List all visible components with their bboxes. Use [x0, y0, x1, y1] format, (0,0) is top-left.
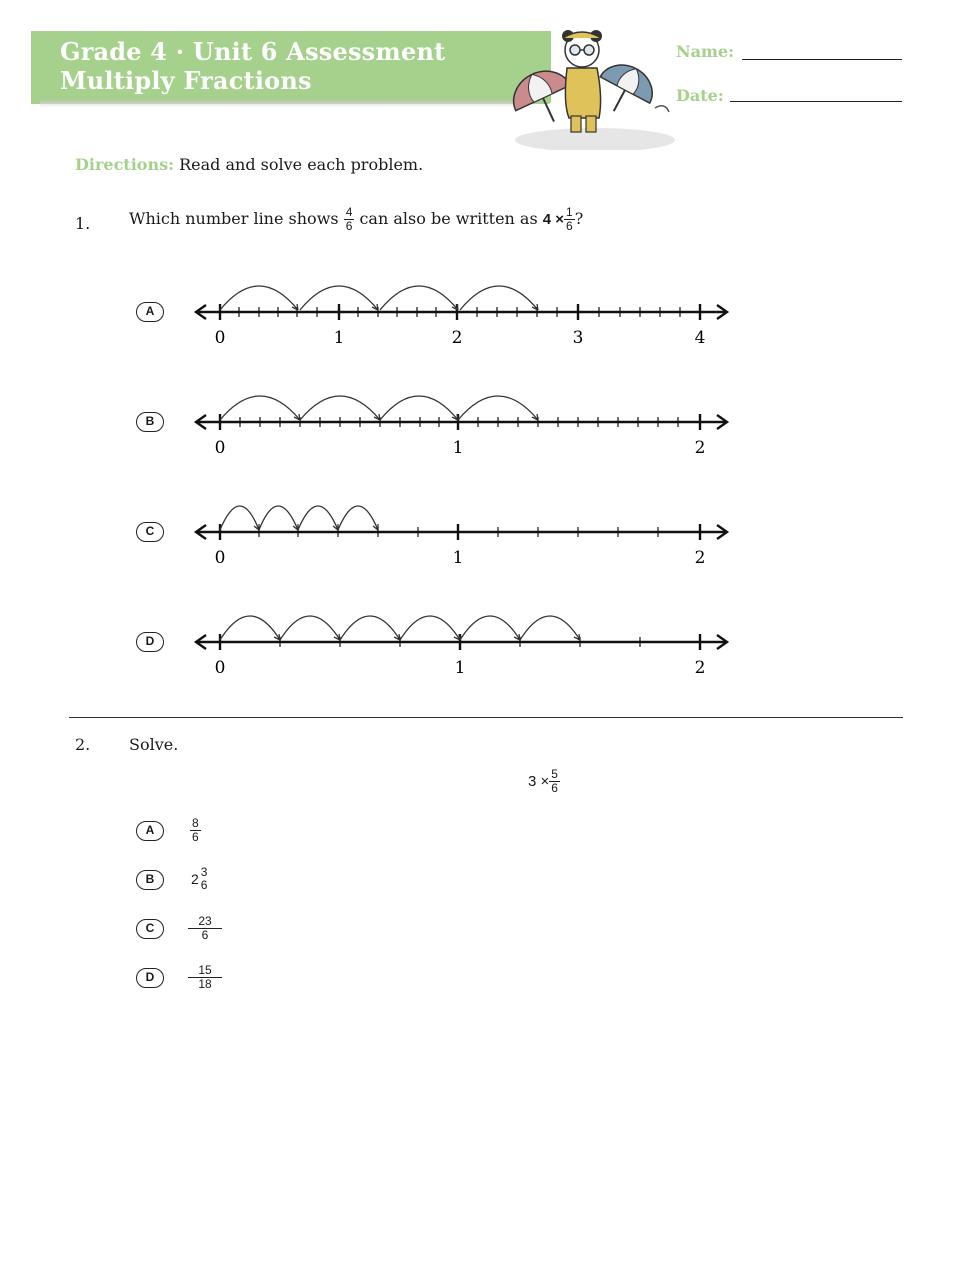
- q2-option-c-badge[interactable]: C: [136, 919, 164, 939]
- q2-option-a-fraction: $\frac{8}{6}$: [192, 816, 199, 844]
- q1-option-d-badge[interactable]: D: [136, 632, 164, 652]
- tick-label: 1: [452, 548, 464, 568]
- question-1-prompt: [129, 206, 583, 233]
- section-divider: [69, 717, 903, 718]
- q1-expression-fraction: $\frac{1}{6}$: [566, 205, 573, 233]
- q1-prompt-middle: can also be written as: [359, 209, 538, 228]
- tick-label: 2: [694, 548, 706, 568]
- tick-label: 0: [214, 658, 226, 678]
- question-2-number: 2.: [75, 735, 91, 754]
- page-title: Grade 4 · Unit 6 Assessment: [60, 37, 446, 66]
- q1-option-b-number-line: [190, 380, 740, 465]
- q2-option-b-badge[interactable]: B: [136, 870, 164, 890]
- question-2-prompt: Solve.: [129, 735, 179, 754]
- tick-label: 1: [452, 438, 464, 458]
- q1-fraction: $\frac{4}{6}$: [345, 205, 353, 233]
- q1-option-a-number-line: [190, 270, 740, 355]
- directions: [75, 155, 423, 174]
- date-label: Date:: [676, 86, 724, 105]
- q2-option-b-whole: 2: [191, 871, 199, 887]
- jump-arcs: [220, 396, 538, 420]
- q2-option-d-answer: [188, 964, 222, 991]
- q2-option-a-badge[interactable]: A: [136, 821, 164, 841]
- q1-option-a-badge[interactable]: A: [136, 302, 164, 322]
- q1-expression-whole: 4 ×: [542, 211, 565, 228]
- jump-arcs: [220, 286, 538, 310]
- q2-option-c-answer: [188, 915, 222, 942]
- tick-label: 3: [572, 328, 584, 348]
- directions-label: Directions:: [75, 155, 174, 174]
- q1-option-c-badge[interactable]: C: [136, 522, 164, 542]
- q2-expression-fraction: $\frac{5}{6}$: [551, 767, 558, 795]
- tick-label: 1: [454, 658, 466, 678]
- panda-mascot-with-umbrellas-illustration: [505, 28, 680, 150]
- q1-prompt-end: ?: [574, 209, 584, 228]
- q1-option-c-number-line: [190, 490, 740, 575]
- question-1-number: 1.: [75, 214, 91, 233]
- jump-arcs: [220, 506, 378, 530]
- page-subtitle: Multiply Fractions: [60, 66, 312, 95]
- q2-option-d-fraction: $\frac{15}{18}$: [188, 964, 222, 991]
- header-banner-shadow: [40, 100, 520, 108]
- date-field[interactable]: [730, 101, 902, 102]
- tick-label: 0: [214, 438, 226, 458]
- q2-option-b-fraction: 3 6: [200, 865, 208, 892]
- q2-expression-whole: 3 ×: [528, 773, 550, 790]
- q1-option-b-badge[interactable]: B: [136, 412, 164, 432]
- q2-option-d-badge[interactable]: D: [136, 968, 164, 988]
- name-field[interactable]: [742, 59, 902, 60]
- tick-label: 2: [694, 658, 706, 678]
- q1-prompt-before: Which number line shows: [129, 209, 339, 228]
- tick-label: 4: [694, 328, 706, 348]
- directions-text: Read and solve each problem.: [179, 155, 424, 174]
- tick-label: 2: [451, 328, 463, 348]
- q2-option-c-fraction: $\frac{23}{6}$: [188, 915, 222, 942]
- tick-label: 2: [694, 438, 706, 458]
- tick-label: 0: [214, 328, 226, 348]
- q2-option-a-answer: [190, 817, 201, 844]
- name-label: Name:: [676, 42, 735, 61]
- q2-option-b-answer: [191, 866, 209, 892]
- tick-label: 0: [214, 548, 226, 568]
- q1-option-d-number-line: [190, 600, 740, 685]
- tick-label: 1: [333, 328, 345, 348]
- q2-expression: [528, 768, 560, 795]
- jump-arcs: [220, 616, 580, 640]
